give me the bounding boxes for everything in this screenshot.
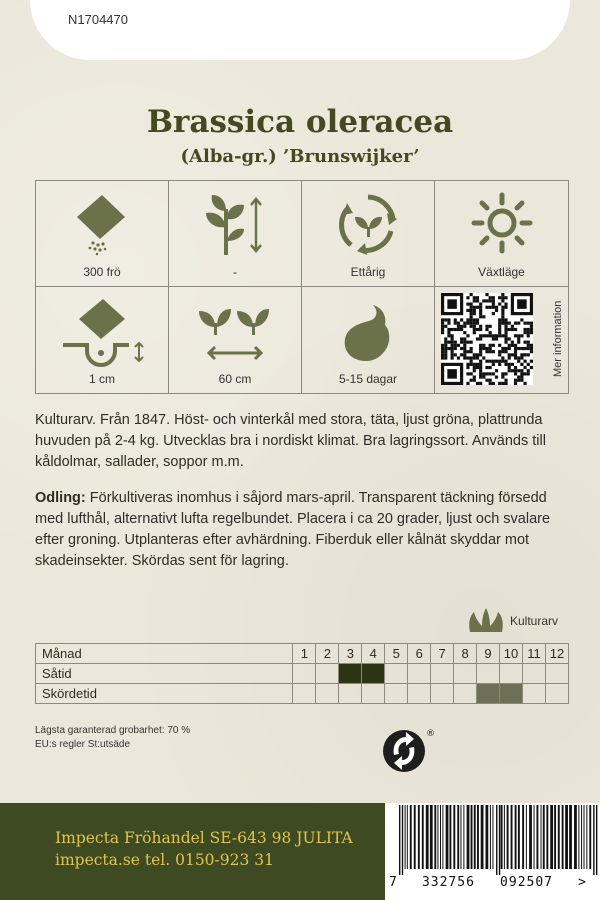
fact-qr-info[interactable] [435, 287, 568, 393]
calendar-cell [293, 664, 316, 684]
variety-description: Kulturarv. Från 1847. Höst- och vinterkål med stora, täta, ljust gröna, plattrunda huvuden på 2-4 kg. Utvecklas bra i nordiskt klimat. Bra lagringssort. Används till kåldolmar, sallader, soppor m.m. [35, 412, 546, 470]
heritage-label: Kulturarv [510, 614, 559, 628]
barcode-digits [385, 875, 590, 890]
fact-label: - [233, 265, 237, 279]
seed-packet-icon [67, 189, 137, 259]
month-cell: 6 [408, 644, 431, 664]
calendar-cell [522, 684, 545, 704]
growing-instructions [35, 488, 575, 572]
calendar-header-label: Månad [36, 644, 293, 664]
calendar-cell [500, 684, 523, 704]
fact-label: Växtläge [478, 265, 525, 279]
qr-code[interactable] [441, 293, 533, 385]
month-cell: 5 [385, 644, 408, 664]
calendar-row-sowing [36, 664, 569, 684]
calendar-cell [385, 664, 408, 684]
fact-label: 60 cm [218, 372, 252, 386]
month-cell: 1 [293, 644, 316, 664]
month-cell: 7 [431, 644, 454, 664]
calendar-cell [316, 684, 339, 704]
month-cell: 3 [339, 644, 362, 664]
green-dot-recycle-icon [382, 725, 434, 777]
calendar-row-harvest [36, 684, 569, 704]
month-cell: 8 [454, 644, 477, 664]
calendar-cell [339, 664, 362, 684]
fact-life-cycle [302, 181, 435, 287]
plant-spacing-icon [195, 295, 275, 365]
calendar-cell [545, 664, 568, 684]
barcode-first-digit: 7 [389, 875, 397, 890]
month-cell: 4 [362, 644, 385, 664]
calendar-cell [339, 684, 362, 704]
calendar-cell [385, 684, 408, 704]
fact-plant-spacing [169, 287, 302, 393]
month-cell: 9 [477, 644, 500, 664]
germination-guarantee: Lägsta garanterad grobarhet: 70 % [35, 725, 191, 736]
calendar-cell [408, 664, 431, 684]
calendar-cell [477, 664, 500, 684]
barcode-area [385, 803, 600, 900]
fact-sowing-depth [36, 287, 169, 393]
facts-grid [35, 180, 569, 394]
ean-barcode [385, 805, 590, 875]
calendar-cell [316, 664, 339, 684]
month-cell: 2 [316, 644, 339, 664]
species-title: Brassica oleracea [146, 104, 454, 140]
barcode-right-group: 092507 [500, 875, 554, 890]
fact-label: Ettårig [350, 265, 386, 279]
calendar-header-row [36, 644, 569, 664]
sowing-depth-icon [57, 295, 147, 365]
month-cell: 10 [500, 644, 523, 664]
calendar-cell [522, 664, 545, 684]
barcode-left-group: 332756 [421, 875, 475, 890]
fact-label: 5-15 dagar [338, 372, 398, 386]
fact-label: 1 cm [88, 372, 115, 386]
fact-seed-count [36, 181, 169, 287]
calendar-cell [431, 664, 454, 684]
calendar-cell [431, 684, 454, 704]
registered-mark: ® [426, 729, 435, 739]
calendar-cell [293, 684, 316, 704]
calendar-cell [362, 684, 385, 704]
calendar-cell [477, 684, 500, 704]
fact-position [435, 181, 568, 287]
month-cell: 11 [522, 644, 545, 664]
fact-plant-height [169, 181, 302, 287]
company-address: Impecta Fröhandel SE-643 98 JULITA [55, 829, 353, 847]
eu-regulation-note: EU:s regler St:utsäde [35, 739, 131, 750]
calendar-cell [362, 664, 385, 684]
sowing-calendar [35, 643, 569, 704]
variety-subtitle: (Alba-gr.) ’Brunswijker’ [180, 146, 420, 167]
growing-text: Förkultiveras inomhus i såjord mars-april. Transparent täckning försedd med lufthål, alternativt lufta regelbundet. Placera i ca 20 grader, ljust och svalare efter groning. Utplanteras efter avhärdning. Fiberduk eller kålnät skyddar mot skadeinsekter. Skördas sent för lagring. [35, 490, 551, 569]
calendar-cell [500, 664, 523, 684]
sun-icon [467, 189, 537, 259]
calendar-cell [454, 664, 477, 684]
hang-tab-cutout [30, 0, 570, 60]
annual-cycle-icon [333, 189, 403, 259]
calendar-cell [545, 684, 568, 704]
company-contact: impecta.se tel. 0150-923 31 [55, 851, 275, 869]
fact-germination [302, 287, 435, 393]
calendar-cell [408, 684, 431, 704]
growing-heading: Odling: [35, 490, 86, 506]
calendar-row-label: Såtid [36, 664, 293, 684]
qr-label: Mer information [552, 300, 564, 378]
fact-label: 300 frö [83, 265, 121, 279]
barcode-arrow: > [578, 875, 586, 890]
plant-height-icon [200, 189, 270, 259]
calendar-cell [454, 684, 477, 704]
sku-number: N1704470 [68, 12, 128, 27]
crown-leaf-icon [466, 608, 506, 634]
germination-sprout-icon [333, 295, 403, 365]
month-cell: 12 [545, 644, 568, 664]
heritage-badge [466, 608, 558, 634]
calendar-row-label: Skördetid [36, 684, 293, 704]
